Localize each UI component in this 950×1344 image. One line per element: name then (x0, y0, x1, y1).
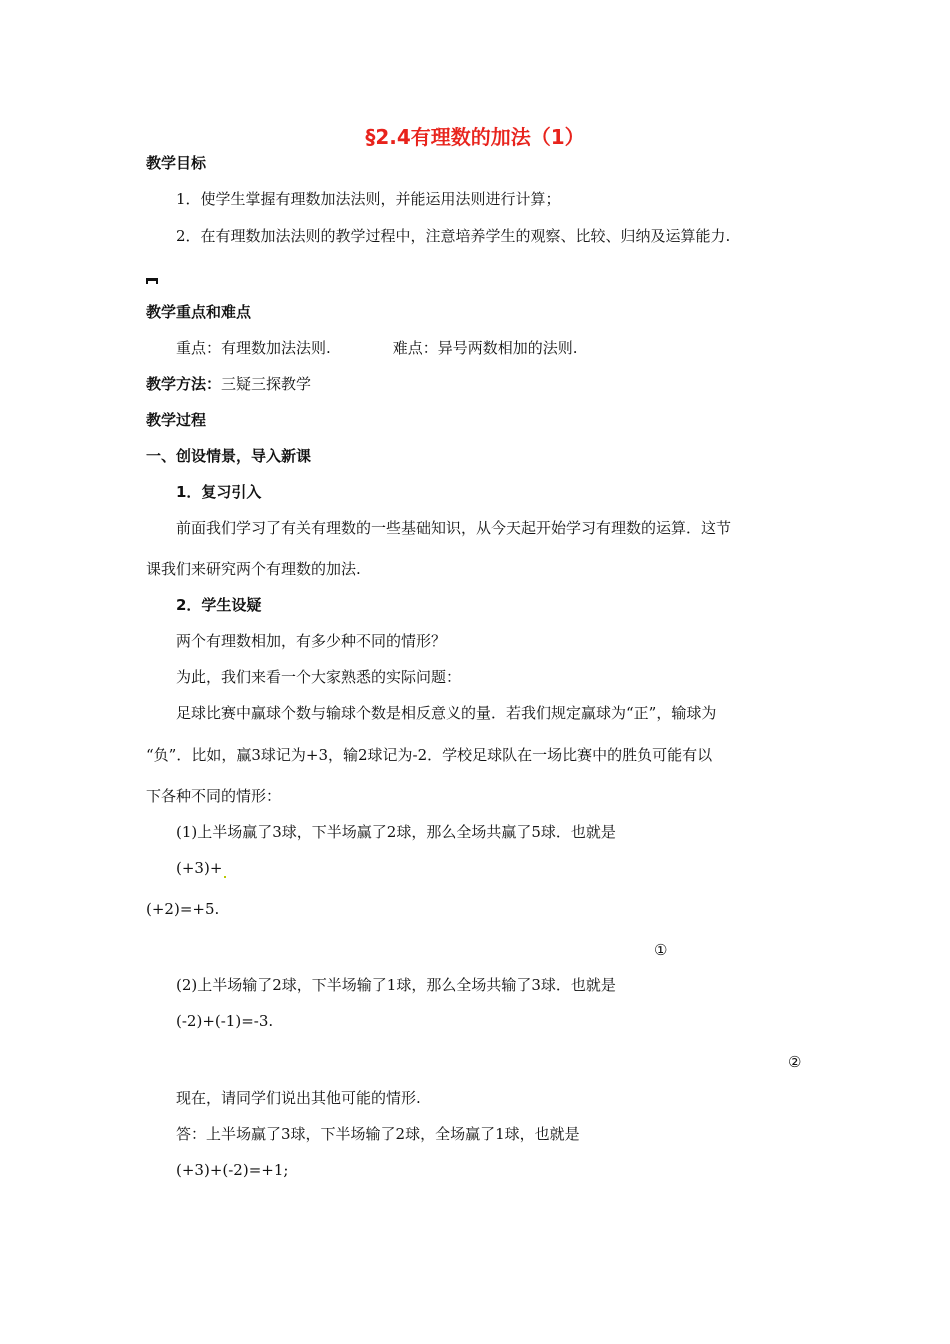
paragraph-1-line-1: 前面我们学习了有关有理数的一些基础知识，从今天起开始学习有理数的运算．这节 (176, 519, 732, 537)
case-1-number: ① (654, 941, 668, 959)
paragraph-2-line-2: “负”．比如，赢3球记为+3，输2球记为-2．学校足球队在一场比赛中的胜负可能有以 (146, 746, 713, 764)
difficulty-text: 难点：异号两数相加的法则. (392, 339, 578, 357)
question-1: 两个有理数相加，有多少种不同的情形？ (176, 632, 447, 650)
key-points-line (176, 338, 578, 358)
paragraph-2-line-1: 足球比赛中赢球个数与输球个数是相反意义的量．若我们规定赢球为“正”，输球为 (176, 704, 717, 722)
case-2-number: ② (788, 1053, 802, 1071)
answer-text: 答：上半场赢了3球，下半场输了2球，全场赢了1球，也就是 (176, 1125, 580, 1143)
goal-item-2: 2．在有理数加法法则的教学过程中，注意培养学生的观察、比较、归纳及运算能力. (176, 227, 731, 245)
method-line (146, 374, 311, 394)
answer-equation: (+3)+(-2)=+1; (176, 1161, 289, 1179)
case-2-text: (2)上半场输了2球，下半场输了1球，那么全场共输了3球．也就是 (176, 976, 616, 994)
section-1-heading: 一、创设情景，导入新课 (146, 447, 312, 465)
question-2: 为此，我们来看一个大家熟悉的实际问题： (176, 668, 462, 686)
document-title: §2.4有理数的加法（1） (365, 125, 585, 149)
case-1-text: (1)上半场赢了3球，下半场赢了2球，那么全场共赢了5球．也就是 (176, 823, 616, 841)
sub-heading-review: 1．复习引入 (176, 483, 262, 501)
paragraph-2-line-3: 下各种不同的情形： (146, 787, 282, 805)
case-1-equation-part-1 (176, 858, 226, 878)
case-1-equation-part-2: (+2)=+5. (146, 900, 220, 918)
paragraph-1-line-2: 课我们来研究两个有理数的加法. (146, 560, 361, 578)
section-marker-icon (146, 278, 158, 284)
key-points-heading: 教学重点和难点 (146, 303, 252, 321)
case-1-equation-a: (+3)+ (176, 859, 223, 877)
prompt-text: 现在，请同学们说出其他可能的情形. (176, 1089, 421, 1107)
goals-heading: 教学目标 (146, 154, 207, 172)
stray-dot-icon (224, 876, 226, 878)
case-2-equation: (-2)+(-1)=-3. (176, 1012, 274, 1030)
method-value: 三疑三探教学 (221, 375, 312, 393)
process-heading: 教学过程 (146, 411, 207, 429)
focus-text: 重点：有理数加法法则. (176, 339, 331, 357)
sub-heading-questions: 2．学生设疑 (176, 596, 262, 614)
goal-item-1: 1．使学生掌握有理数加法法则，并能运用法则进行计算； (176, 190, 561, 208)
method-label: 教学方法： (146, 375, 222, 393)
